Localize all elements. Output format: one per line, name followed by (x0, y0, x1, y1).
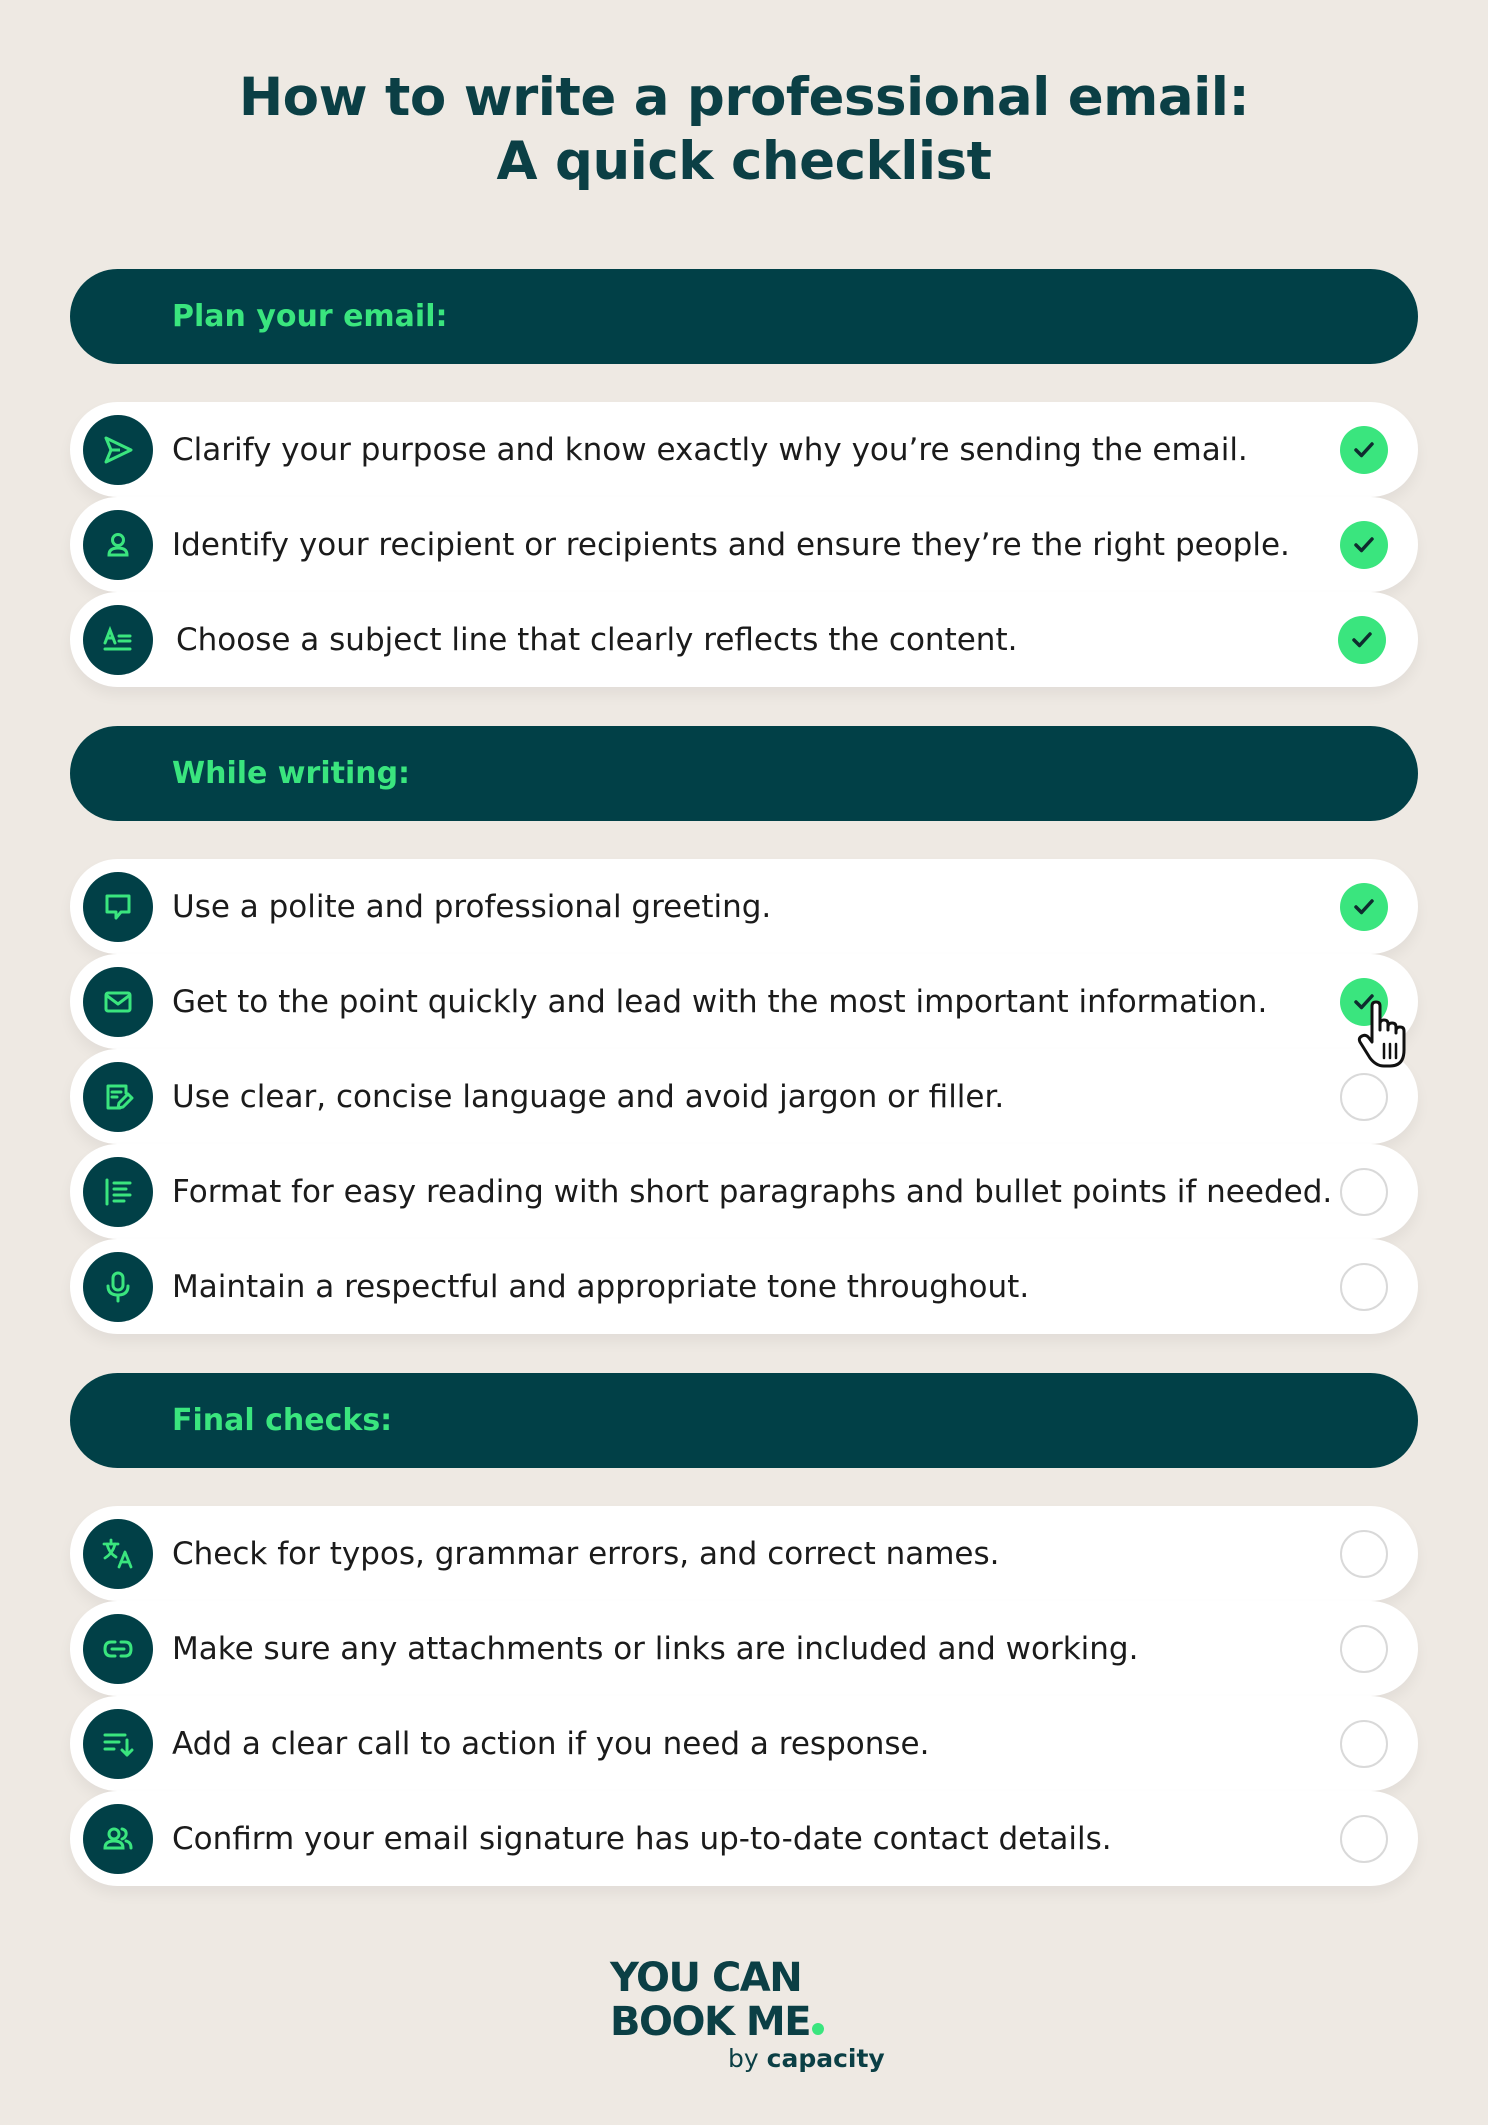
logo-line-1: YOU CAN (610, 1955, 802, 2001)
list-item[interactable] (70, 1239, 1418, 1334)
section-header-final: Final checks: (70, 1373, 1418, 1468)
item-label: Maintain a respectful and appropriate tone throughout. (172, 1268, 1030, 1305)
checklist-final (70, 1506, 1418, 1886)
mail-icon (83, 967, 153, 1037)
list-format-icon (83, 1157, 153, 1227)
logo-line-2-text: BOOK ME (610, 1999, 811, 2045)
section-header-writing: While writing: (70, 726, 1418, 821)
link-icon (83, 1614, 153, 1684)
checkbox-unchecked[interactable] (1340, 1815, 1388, 1863)
item-label: Use clear, concise language and avoid jargon or filler. (172, 1078, 1005, 1115)
checklist-plan (70, 402, 1418, 687)
checkbox-checked[interactable] (1340, 426, 1388, 474)
item-label: Format for easy reading with short paragraphs and bullet points if needed. (172, 1173, 1333, 1210)
hand-cursor-icon (1356, 1000, 1418, 1072)
logo-line-2 (610, 2000, 890, 2044)
microphone-icon (83, 1252, 153, 1322)
logo-byline (728, 2044, 890, 2074)
checkbox-unchecked[interactable] (1340, 1073, 1388, 1121)
sort-down-icon (83, 1709, 153, 1779)
item-label: Identify your recipient or recipients and ensure they’re the right people. (172, 526, 1290, 563)
list-item[interactable] (70, 954, 1418, 1049)
item-label: Get to the point quickly and lead with the most important information. (172, 983, 1268, 1020)
page-title (0, 66, 1488, 194)
checkbox-unchecked[interactable] (1340, 1720, 1388, 1768)
list-item[interactable] (70, 497, 1418, 592)
list-item[interactable] (70, 1601, 1418, 1696)
brand-logo (610, 1956, 890, 2074)
item-label: Choose a subject line that clearly reflects the content. (176, 621, 1018, 658)
logo-company: capacity (766, 2044, 885, 2073)
list-item[interactable] (70, 592, 1418, 687)
checkbox-unchecked[interactable] (1340, 1625, 1388, 1673)
list-item[interactable] (70, 1144, 1418, 1239)
checkbox-checked[interactable] (1338, 616, 1386, 664)
title-line-1: How to write a professional email: (238, 67, 1250, 128)
item-label: Add a clear call to action if you need a response. (172, 1725, 930, 1762)
title-line-2: A quick checklist (496, 131, 992, 192)
edit-note-icon (83, 1062, 153, 1132)
list-item[interactable] (70, 859, 1418, 954)
logo-dot (812, 2023, 824, 2035)
list-item[interactable] (70, 402, 1418, 497)
list-item[interactable] (70, 1506, 1418, 1601)
checkbox-unchecked[interactable] (1340, 1168, 1388, 1216)
logo-by: by (728, 2044, 759, 2073)
item-label: Use a polite and professional greeting. (172, 888, 772, 925)
section-header-plan: Plan your email: (70, 269, 1418, 364)
send-icon (83, 415, 153, 485)
list-item[interactable] (70, 1791, 1418, 1886)
item-label: Make sure any attachments or links are included and working. (172, 1630, 1139, 1667)
translate-icon (83, 1519, 153, 1589)
chat-bubble-icon (83, 872, 153, 942)
text-format-icon (83, 605, 153, 675)
checklist-writing (70, 859, 1418, 1334)
item-label: Check for typos, grammar errors, and correct names. (172, 1535, 1000, 1572)
item-label: Clarify your purpose and know exactly why you’re sending the email. (172, 431, 1248, 468)
list-item[interactable] (70, 1049, 1418, 1144)
checkbox-unchecked[interactable] (1340, 1263, 1388, 1311)
list-item[interactable] (70, 1696, 1418, 1791)
users-icon (83, 1804, 153, 1874)
checkbox-checked[interactable] (1340, 883, 1388, 931)
checkbox-checked[interactable] (1340, 521, 1388, 569)
item-label: Confirm your email signature has up-to-date contact details. (172, 1820, 1112, 1857)
user-icon (83, 510, 153, 580)
checkbox-unchecked[interactable] (1340, 1530, 1388, 1578)
